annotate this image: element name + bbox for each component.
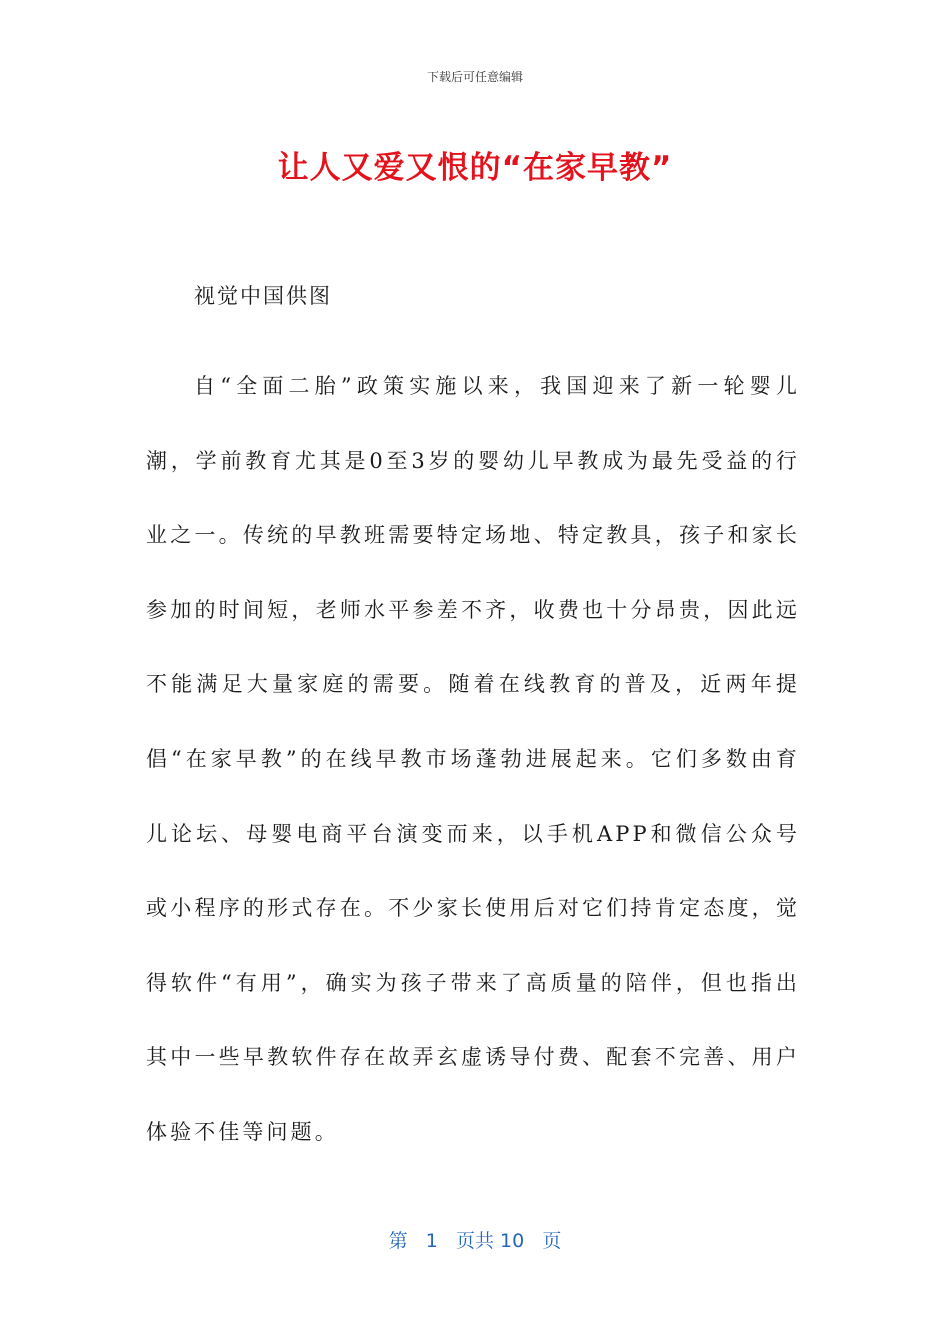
footer-suffix: 页 <box>542 1230 562 1252</box>
image-credit: 视觉中国供图 <box>194 284 332 308</box>
article-title: 让人又爱又恨的“在家早教” <box>277 150 673 186</box>
article-paragraph: 自“全面二胎”政策实施以来，我国迎来了新一轮婴儿潮，学前教育尤其是0至3岁的婴幼儿早教成为最先受益的行业之一。传统的早教班需要特定场地、特定教具，孩子和家长参加的时间短，老师水平参差不齐，收费也十分昂贵，因此远不能满足大量家庭的需要。随着在线教育的普及，近两年提倡“在家早教”的在线早教市场蓬勃进展起来。它们多数由育儿论坛、母婴电商平台演变而来，以手机APP和微信公众号或小程序的形式存在。不少家长使用后对它们持肯定态度，觉得软件“有用”，确实为孩子带来了高质量的陪伴，但也指出其中一些早教软件存在故弄玄虚诱导付费、配套不完善、用户体验不佳等问题。 <box>146 374 800 1144</box>
footer-current-page: 1 <box>425 1230 438 1252</box>
page-footer <box>0 1226 950 1253</box>
footer-prefix: 第 <box>388 1230 408 1252</box>
footer-middle: 页共 <box>455 1230 494 1252</box>
header-note: 下载后可任意编辑 <box>426 70 523 84</box>
footer-total-pages: 10 <box>500 1230 525 1252</box>
